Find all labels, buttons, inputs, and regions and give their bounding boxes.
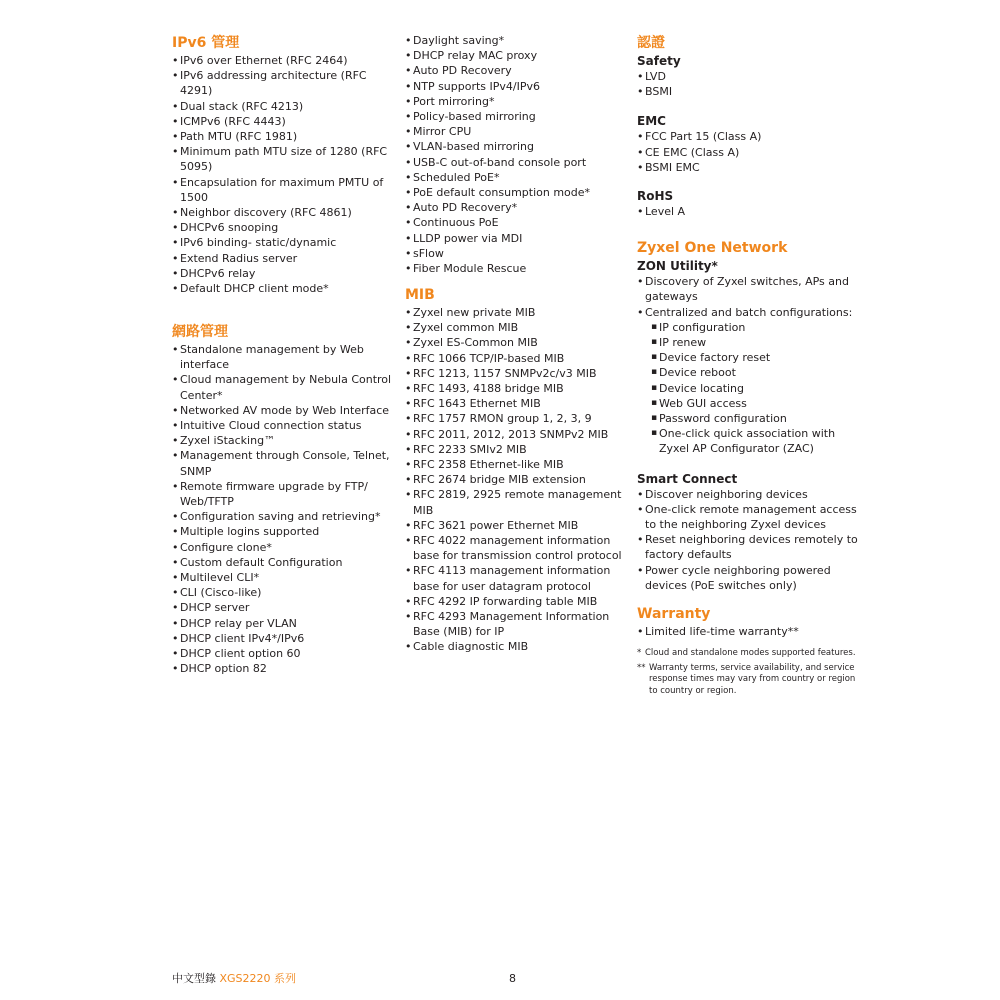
list-item: • PoE default consumption mode* [405, 185, 625, 200]
footnote [637, 648, 859, 660]
list-item: • Zyxel iStacking™ [172, 433, 394, 448]
warranty-title: Warranty [637, 606, 711, 623]
list-item: • Configuration saving and retrieving* [172, 509, 394, 524]
list-item: • IPv6 over Ethernet (RFC 2464) [172, 53, 394, 68]
mib-list [405, 305, 625, 655]
list-item: • Fiber Module Rescue [405, 261, 625, 276]
list-item: • Power cycle neighboring powered devices (PoE switches only) [637, 563, 859, 593]
list-item: • Standalone management by Web interface [172, 342, 394, 372]
list-item: • ICMPv6 (RFC 4443) [172, 114, 394, 129]
list-item: • RFC 2358 Ethernet-like MIB [405, 457, 625, 472]
list-item: • DHCPv6 snooping [172, 220, 394, 235]
footer-model: XGS2220 系列 [219, 972, 297, 985]
list-item: • Limited life-time warranty** [637, 624, 859, 639]
footer-catalog-label [172, 971, 296, 987]
list-item: • RFC 1493, 4188 bridge MIB [405, 381, 625, 396]
zon-utility-list [637, 274, 859, 456]
list-item: • RFC 1213, 1157 SNMPv2c/v3 MIB [405, 366, 625, 381]
footer-prefix: 中文型錄 [172, 972, 220, 985]
list-item: • Neighbor discovery (RFC 4861) [172, 205, 394, 220]
list-item: • DHCPv6 relay [172, 266, 394, 281]
ipv6-management-title: IPv6 管理 [172, 35, 240, 51]
footnote-mark: * [637, 648, 642, 659]
list-item: • VLAN-based mirroring [405, 139, 625, 154]
list-item: • LLDP power via MDI [405, 231, 625, 246]
list-item: • RFC 4292 IP forwarding table MIB [405, 594, 625, 609]
sub-list-item: ▪ Password configuration [637, 411, 859, 426]
network-management-title: 網路管理 [172, 324, 228, 340]
list-item: • LVD [637, 69, 859, 84]
list-item: • CE EMC (Class A) [637, 145, 859, 160]
list-item: • Auto PD Recovery* [405, 200, 625, 215]
list-item: • One-click remote management access to the neighboring Zyxel devices [637, 502, 859, 532]
list-item: • DHCP client IPv4*/IPv6 [172, 631, 394, 646]
list-item: • Default DHCP client mode* [172, 281, 394, 296]
list-item: • Zyxel ES-Common MIB [405, 335, 625, 350]
list-item: • Configure clone* [172, 540, 394, 555]
emc-subtitle: EMC [637, 114, 666, 129]
list-item: • RFC 1643 Ethernet MIB [405, 396, 625, 411]
list-item: • Dual stack (RFC 4213) [172, 99, 394, 114]
list-item: • DHCP server [172, 600, 394, 615]
footnote [637, 663, 859, 698]
misc-feature-list [405, 33, 625, 285]
list-item: • IPv6 addressing architecture (RFC 4291) [172, 68, 394, 98]
rohs-list [637, 204, 859, 219]
sub-list-item: ▪ Device factory reset [637, 350, 859, 365]
list-item: • Extend Radius server [172, 251, 394, 266]
certification-title: 認證 [637, 35, 665, 51]
mib-title: MIB [405, 287, 435, 303]
sub-list-item: ▪ Device reboot [637, 365, 859, 380]
footnotes [637, 648, 859, 697]
list-item: • RFC 3621 power Ethernet MIB [405, 518, 625, 533]
list-item: • DHCP relay per VLAN [172, 616, 394, 631]
list-item: • Policy-based mirroring [405, 109, 625, 124]
sub-list-item: ▪ IP renew [637, 335, 859, 350]
list-item: • RFC 4113 management information base for user datagram protocol [405, 563, 625, 593]
list-item: • RFC 2233 SMIv2 MIB [405, 442, 625, 457]
list-item: • Scheduled PoE* [405, 170, 625, 185]
column-left [172, 33, 394, 676]
warranty-list [637, 624, 859, 639]
list-item: • Remote firmware upgrade by FTP/ Web/TFTP [172, 479, 394, 509]
smart-connect-subtitle: Smart Connect [637, 471, 738, 486]
list-item: • DHCP option 82 [172, 661, 394, 676]
list-item: • Custom default Configuration [172, 555, 394, 570]
list-item: • DHCP relay MAC proxy [405, 48, 625, 63]
list-item: • Zyxel new private MIB [405, 305, 625, 320]
list-item: • BSMI [637, 84, 859, 99]
zon-utility-subtitle: ZON Utility* [637, 259, 718, 274]
list-item: • RFC 4022 management information base for transmission control protocol [405, 533, 625, 563]
list-item: • Discover neighboring devices [637, 487, 859, 502]
list-item: • Multilevel CLI* [172, 570, 394, 585]
sub-list-item: ▪ IP configuration [637, 320, 859, 335]
list-item: • Path MTU (RFC 1981) [172, 129, 394, 144]
list-item: • Discovery of Zyxel switches, APs and gateways [637, 274, 859, 304]
list-item: • BSMI EMC [637, 160, 859, 175]
list-item: • Cloud management by Nebula Control Center* [172, 372, 394, 402]
list-item: • IPv6 binding- static/dynamic [172, 235, 394, 250]
list-item: • FCC Part 15 (Class A) [637, 129, 859, 144]
list-item: • Centralized and batch configurations: [637, 305, 859, 320]
list-item: • Zyxel common MIB [405, 320, 625, 335]
list-item: • Auto PD Recovery [405, 63, 625, 78]
column-right [637, 33, 859, 697]
list-item: • CLI (Cisco-like) [172, 585, 394, 600]
list-item: • RFC 1757 RMON group 1, 2, 3, 9 [405, 411, 625, 426]
footnote-text: Warranty terms, service availability, and service response times may vary from country or region to country or region. [649, 662, 856, 696]
list-item: • NTP supports IPv4/IPv6 [405, 79, 625, 94]
safety-subtitle: Safety [637, 54, 681, 68]
safety-list [637, 69, 859, 99]
page-number: 8 [509, 972, 516, 985]
list-item: • Level A [637, 204, 859, 219]
list-item: • Mirror CPU [405, 124, 625, 139]
network-management-list [172, 342, 394, 676]
sub-list-item: ▪ Web GUI access [637, 396, 859, 411]
list-item: • RFC 2011, 2012, 2013 SNMPv2 MIB [405, 427, 625, 442]
zyxel-one-network-title: Zyxel One Network [637, 240, 788, 257]
list-item: • Networked AV mode by Web Interface [172, 403, 394, 418]
list-item: • Cable diagnostic MIB [405, 639, 625, 654]
list-item: • Daylight saving* [405, 33, 625, 48]
list-item: • Reset neighboring devices remotely to factory defaults [637, 532, 859, 562]
rohs-subtitle: RoHS [637, 189, 674, 204]
list-item: • RFC 2819, 2925 remote management MIB [405, 487, 625, 517]
list-item: • Minimum path MTU size of 1280 (RFC 5095) [172, 144, 394, 174]
list-item: • Encapsulation for maximum PMTU of 1500 [172, 175, 394, 205]
list-item: • Multiple logins supported [172, 524, 394, 539]
list-item: • Management through Console, Telnet, SNMP [172, 448, 394, 478]
ipv6-feature-list [172, 53, 394, 302]
sub-list-item: ▪ One-click quick association with Zyxel AP Configurator (ZAC) [637, 426, 859, 456]
list-item: • RFC 4293 Management Information Base (MIB) for IP [405, 609, 625, 639]
column-middle [405, 33, 625, 655]
footnote-mark: ** [637, 662, 646, 673]
footnote-text: Cloud and standalone modes supported features. [645, 648, 856, 659]
list-item: • RFC 1066 TCP/IP-based MIB [405, 351, 625, 366]
list-item: • Port mirroring* [405, 94, 625, 109]
sub-list-item: ▪ Device locating [637, 381, 859, 396]
emc-list [637, 129, 859, 175]
smart-connect-list [637, 487, 859, 593]
list-item: • RFC 2674 bridge MIB extension [405, 472, 625, 487]
list-item: • DHCP client option 60 [172, 646, 394, 661]
list-item: • USB-C out-of-band console port [405, 155, 625, 170]
list-item: • Continuous PoE [405, 215, 625, 230]
list-item: • Intuitive Cloud connection status [172, 418, 394, 433]
list-item: • sFlow [405, 246, 625, 261]
